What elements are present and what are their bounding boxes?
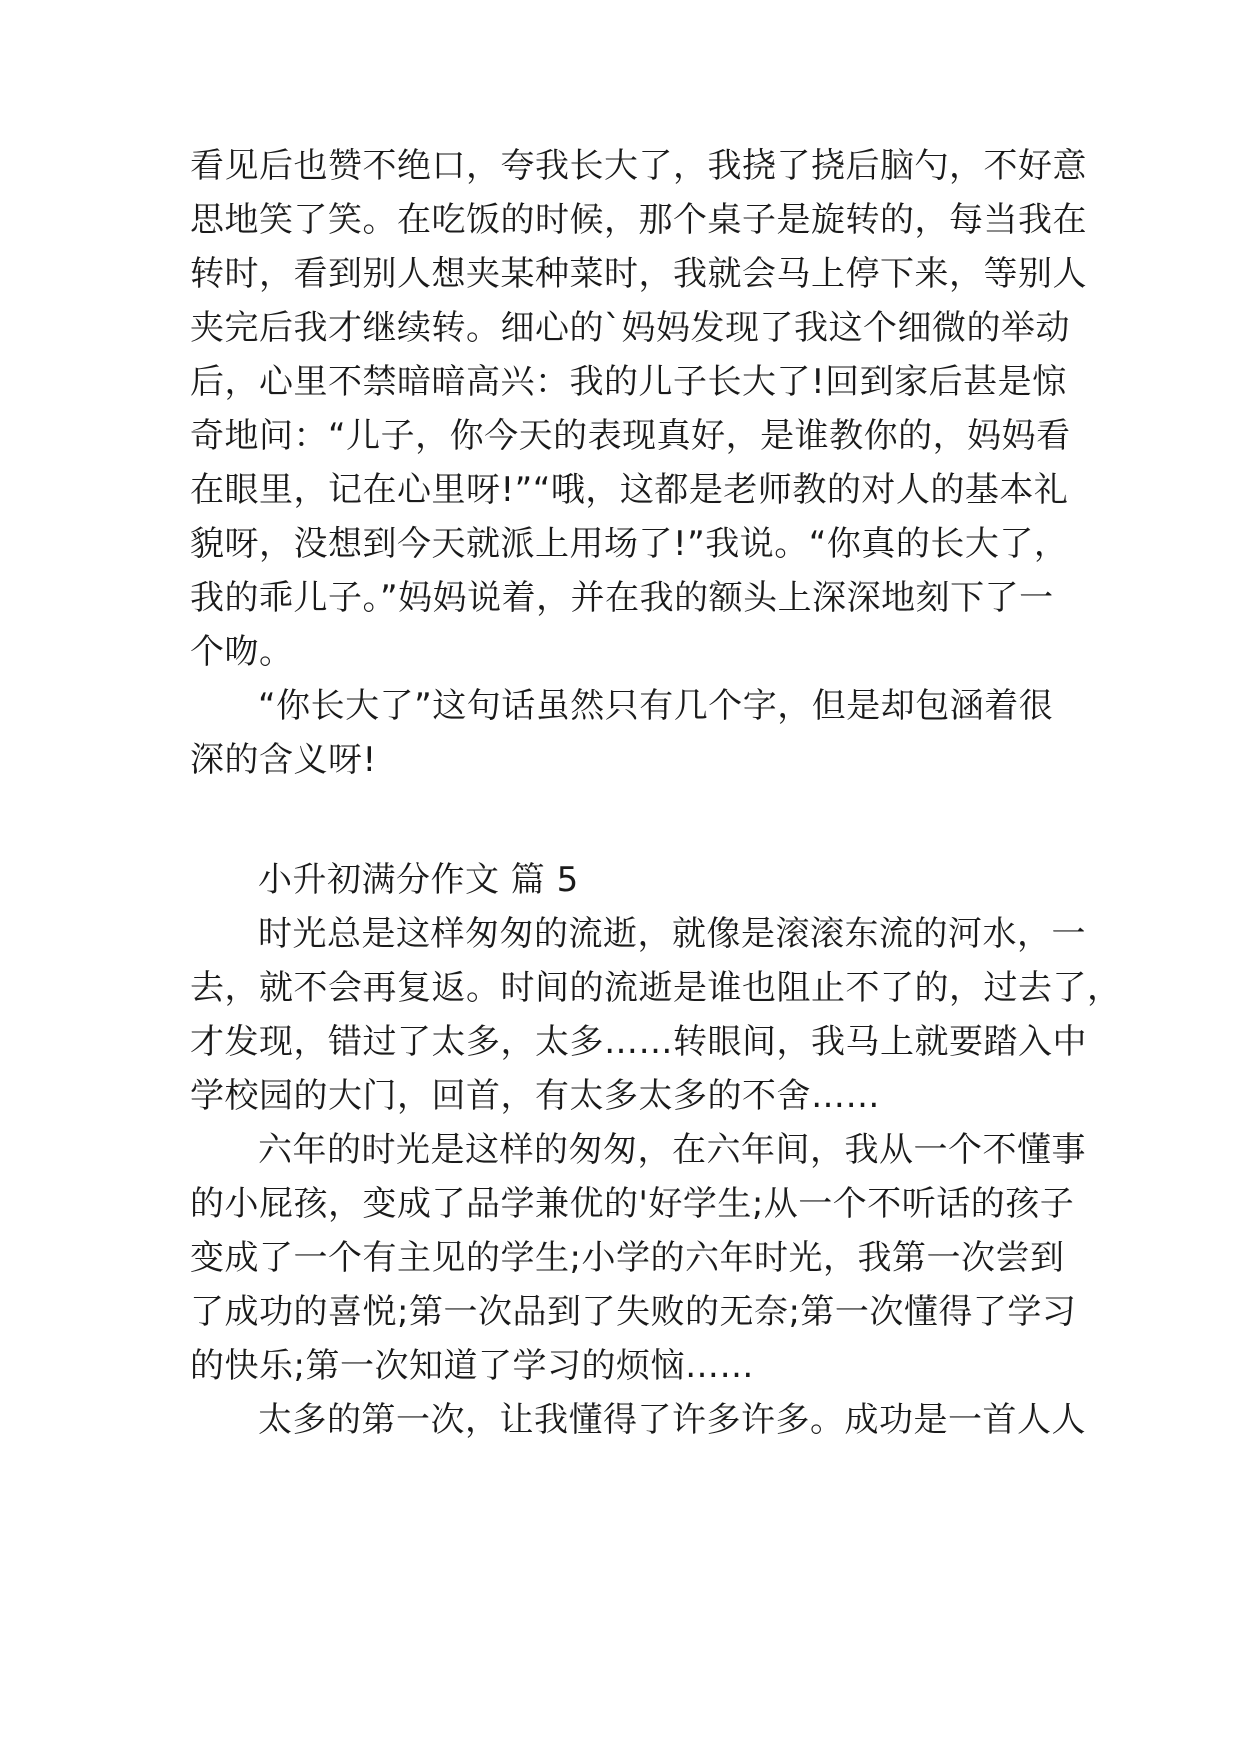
text-line: 深的含义呀! — [190, 740, 377, 780]
text-line: 看见后也赞不绝口，夸我长大了，我挠了挠后脑勺，不好意 — [190, 146, 1087, 186]
text-line: 六年的时光是这样的匆匆，在六年间，我从一个不懂事 — [258, 1130, 1086, 1170]
text-line: 才发现，错过了太多，太多……转眼间，我马上就要踏入中 — [190, 1022, 1087, 1062]
text-line: 个吻。 — [190, 632, 294, 672]
text-line: 的小屁孩，变成了品学兼优的'好学生;从一个不听话的孩子 — [190, 1184, 1075, 1224]
text-line: 貌呀，没想到今天就派上用场了!”我说。“你真的长大了， — [190, 524, 1069, 564]
text-line: 我的乖儿子。”妈妈说着，并在我的额头上深深地刻下了一 — [190, 578, 1054, 618]
text-line: 奇地问：“儿子，你今天的表现真好，是谁教你的，妈妈看 — [190, 416, 1071, 456]
text-line: 学校园的大门，回首，有太多太多的不舍…… — [190, 1076, 880, 1116]
text-line: “你长大了”这句话虽然只有几个字，但是却包涵着很 — [258, 686, 1054, 726]
text-line: 时光总是这样匆匆的流逝，就像是滚滚东流的河水，一 — [258, 914, 1086, 954]
text-line: 思地笑了笑。在吃饭的时候，那个桌子是旋转的，每当我在 — [190, 200, 1087, 240]
section-heading: 小升初满分作文 篇 5 — [258, 860, 579, 900]
text-line: 去，就不会再复返。时间的流逝是谁也阻止不了的，过去了， — [190, 968, 1122, 1008]
text-line: 太多的第一次，让我懂得了许多许多。成功是一首人人 — [258, 1400, 1086, 1440]
text-line: 了成功的喜悦;第一次品到了失败的无奈;第一次懂得了学习 — [190, 1292, 1077, 1332]
text-line: 在眼里，记在心里呀!”“哦，这都是老师教的对人的基本礼 — [190, 470, 1069, 510]
text-line: 夹完后我才继续转。细心的`妈妈发现了我这个细微的举动 — [190, 308, 1070, 348]
text-line: 的快乐;第一次知道了学习的烦恼…… — [190, 1346, 754, 1386]
text-line: 变成了一个有主见的学生;小学的六年时光，我第一次尝到 — [190, 1238, 1065, 1278]
text-line: 转时，看到别人想夹某种菜时，我就会马上停下来，等别人 — [190, 254, 1087, 294]
text-line: 后，心里不禁暗暗高兴：我的儿子长大了!回到家后甚是惊 — [190, 362, 1067, 402]
